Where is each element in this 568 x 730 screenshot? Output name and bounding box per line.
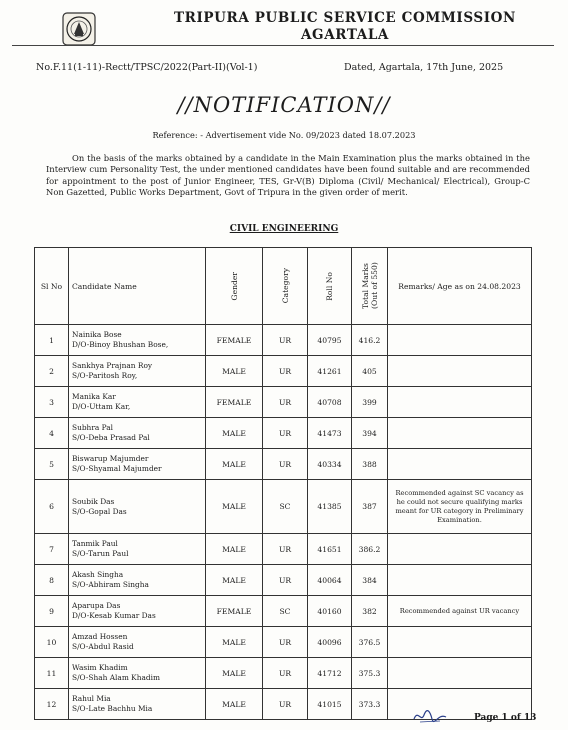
cell-category: UR [263,689,308,720]
org-name: TRIPURA PUBLIC SERVICE COMMISSION [174,10,516,26]
cell-remarks [388,565,532,596]
candidate-name: Aparupa Das [72,601,121,610]
col-gender: Gender [206,248,263,325]
cell-marks: 387 [352,480,388,534]
candidate-parent: S/O-Shyamal Majumder [72,464,162,473]
table-row [35,627,532,658]
candidate-parent: D/O-Uttam Kar, [72,402,131,411]
cell-sl: 2 [35,356,69,387]
col-marks: Total Marks (Out of 550) [352,248,388,325]
candidate-name: Biswarup Majumder [72,454,149,463]
candidate-name: Manika Kar [72,392,116,401]
cell-category: UR [263,356,308,387]
cell-name [69,534,206,565]
cell-gender: MALE [206,418,263,449]
cell-remarks [388,418,532,449]
table-row [35,387,532,418]
candidate-parent: S/O-Deba Prasad Pal [72,433,150,442]
cell-gender: MALE [206,480,263,534]
cell-remarks [388,325,532,356]
cell-gender: MALE [206,356,263,387]
cell-name [69,480,206,534]
cell-roll: 41261 [308,356,352,387]
cell-gender: MALE [206,449,263,480]
cell-category: UR [263,325,308,356]
cell-roll: 40064 [308,565,352,596]
cell-category: UR [263,627,308,658]
col-roll: Roll No [308,248,352,325]
candidate-name: Subhra Pal [72,423,114,432]
cell-remarks [388,449,532,480]
cell-gender: MALE [206,534,263,565]
cell-gender: MALE [206,689,263,720]
cell-sl: 12 [35,689,69,720]
cell-marks: 416.2 [352,325,388,356]
cell-category: UR [263,658,308,689]
cell-remarks [388,658,532,689]
cell-name [69,356,206,387]
table-header-row [35,248,532,325]
cell-marks: 375.3 [352,658,388,689]
cell-remarks: Recommended against SC vacancy as he could not secure qualifying marks meant for UR category in Preliminary Examination. [388,480,532,534]
candidate-name: Rahul Mia [72,694,111,703]
candidate-name: Akash Singha [72,570,124,579]
candidate-parent: D/O-Binoy Bhushan Bose, [72,340,169,349]
candidate-parent: S/O-Abhiram Singha [72,580,149,589]
cell-category: UR [263,418,308,449]
cell-category: SC [263,596,308,627]
col-sl: Sl No [35,248,69,325]
table-row [35,480,532,534]
table-row [35,596,532,627]
cell-marks: 394 [352,418,388,449]
cell-gender: MALE [206,565,263,596]
table-row [35,356,532,387]
table-row [35,658,532,689]
candidate-name: Wasim Khadim [72,663,128,672]
header-divider [12,45,554,46]
cell-name [69,418,206,449]
cell-roll: 40096 [308,627,352,658]
table-row [35,449,532,480]
cell-remarks [388,627,532,658]
merit-table [34,247,532,720]
reference-number: No.F.11(1-11)-Rectt/TPSC/2022(Part-II)(Vol-1) [36,62,258,73]
notification-body: On the basis of the marks obtained by a candidate in the Main Examination plus the marks obtained in the Interview cum Personality Test, the under mentioned candidates have been found suitable and are recommended for appointment to the post of Junior Engineer, TES, Gr-V(B) Diploma (Civil/ Mechanical/ Electrical), Group-C Non Gazetted, Public Works Department, Govt of Tripura in the given order of merit. [46,153,530,197]
cell-sl: 7 [35,534,69,565]
cell-gender: FEMALE [206,596,263,627]
page-number: Page 1 of 13 [474,713,537,723]
cell-remarks [388,387,532,418]
candidate-name: Tanmik Paul [72,539,118,548]
cell-sl: 11 [35,658,69,689]
cell-sl: 9 [35,596,69,627]
cell-roll: 40708 [308,387,352,418]
candidate-name: Nainika Bose [72,330,122,339]
cell-roll: 40334 [308,449,352,480]
cell-roll: 41473 [308,418,352,449]
candidate-parent: D/O-Kesab Kumar Das [72,611,156,620]
cell-name [69,325,206,356]
col-category: Category [263,248,308,325]
cell-name [69,596,206,627]
candidate-parent: S/O-Late Bachhu Mia [72,704,153,713]
signature-icon [412,707,448,725]
cell-marks: 399 [352,387,388,418]
candidate-parent: S/O-Gopal Das [72,506,127,516]
cell-roll: 41651 [308,534,352,565]
cell-marks: 382 [352,596,388,627]
cell-sl: 8 [35,565,69,596]
cell-category: UR [263,534,308,565]
table-row [35,325,532,356]
cell-marks: 373.3 [352,689,388,720]
candidate-parent: S/O-Shah Alam Khadim [72,673,160,682]
cell-marks: 384 [352,565,388,596]
cell-marks: 376.5 [352,627,388,658]
table-row [35,418,532,449]
table-row [35,689,532,720]
cell-name [69,658,206,689]
cell-category: UR [263,449,308,480]
advertisement-reference: Reference: - Advertisement vide No. 09/2023 dated 18.07.2023 [152,130,416,140]
cell-gender: FEMALE [206,325,263,356]
cell-remarks [388,534,532,565]
candidate-parent: S/O-Tarun Paul [72,549,129,558]
cell-sl: 5 [35,449,69,480]
cell-marks: 388 [352,449,388,480]
table-row [35,565,532,596]
tpsc-seal-icon [62,12,96,46]
letterhead [40,4,540,44]
cell-marks: 386.2 [352,534,388,565]
cell-name [69,387,206,418]
cell-category: UR [263,565,308,596]
candidate-name: Sankhya Prajnan Roy [72,361,153,370]
cell-name [69,689,206,720]
cell-marks: 405 [352,356,388,387]
cell-gender: MALE [206,627,263,658]
cell-roll: 40795 [308,325,352,356]
table-row [35,534,532,565]
cell-roll: 40160 [308,596,352,627]
notification-title: //NOTIFICATION// [177,93,391,117]
cell-remarks [388,356,532,387]
candidate-parent: S/O-Abdul Rasid [72,642,134,651]
date-line: Dated, Agartala, 17th June, 2025 [344,62,504,73]
cell-gender: MALE [206,658,263,689]
cell-sl: 3 [35,387,69,418]
cell-roll: 41385 [308,480,352,534]
org-city: AGARTALA [300,27,389,43]
cell-name [69,449,206,480]
cell-gender: FEMALE [206,387,263,418]
cell-sl: 6 [35,480,69,534]
section-title: CIVIL ENGINEERING [229,224,339,234]
cell-category: SC [263,480,308,534]
cell-roll: 41712 [308,658,352,689]
cell-sl: 4 [35,418,69,449]
col-name: Candidate Name [69,248,206,325]
cell-roll: 41015 [308,689,352,720]
cell-sl: 1 [35,325,69,356]
cell-name [69,627,206,658]
candidate-name: Amzad Hossen [72,632,128,641]
candidate-parent: S/O-Paritosh Roy, [72,371,138,380]
cell-name [69,565,206,596]
candidate-name: Soubik Das [72,496,115,506]
col-remarks: Remarks/ Age as on 24.08.2023 [388,248,532,325]
cell-sl: 10 [35,627,69,658]
cell-category: UR [263,387,308,418]
cell-remarks: Recommended against UR vacancy [388,596,532,627]
